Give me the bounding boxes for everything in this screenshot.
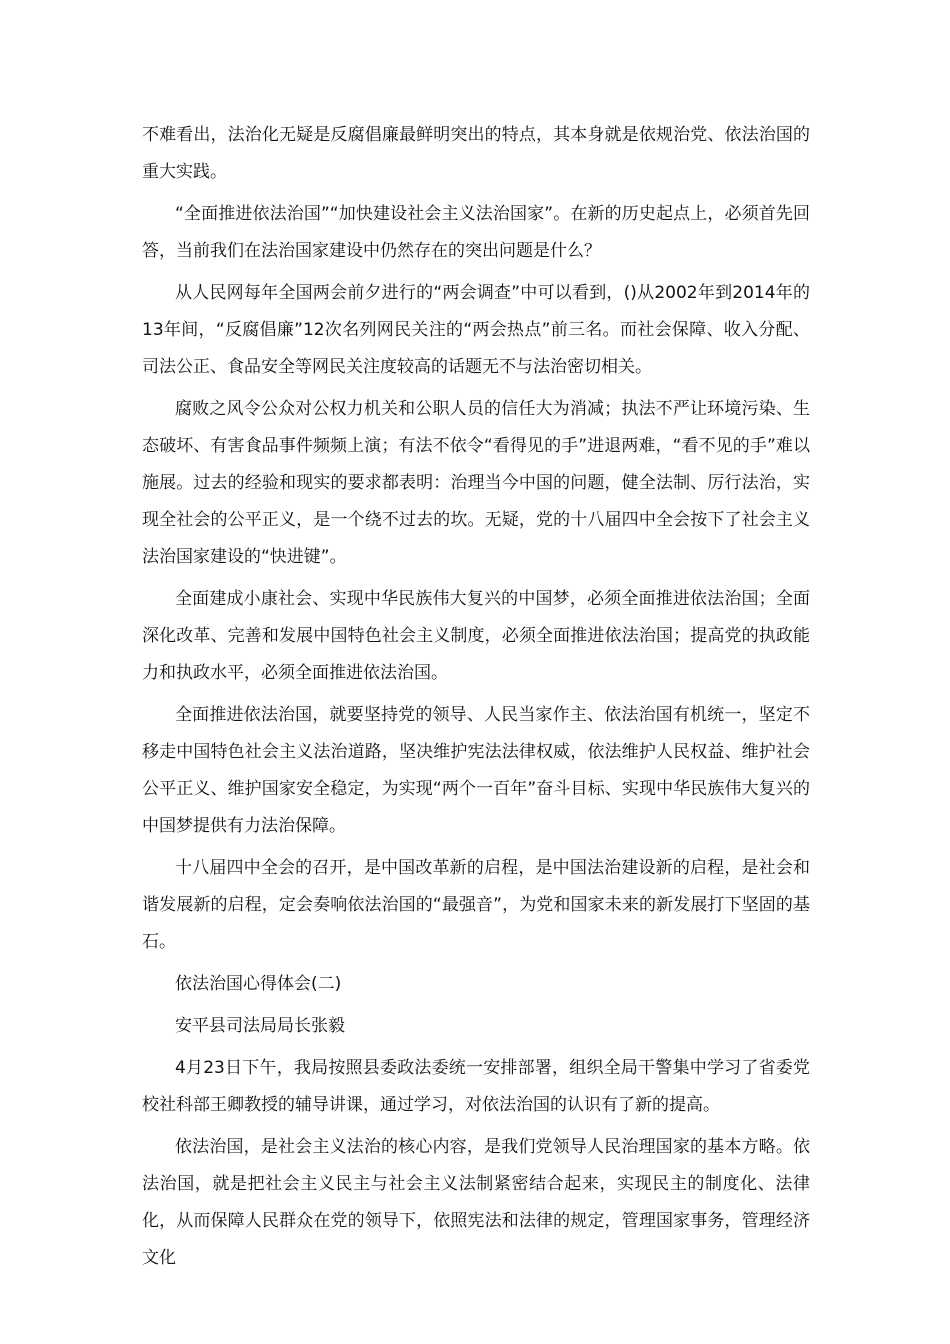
paragraph-question: “全面推进依法治国”“加快建设社会主义法治国家”。在新的历史起点上，必须首先回答，当前我们在法治国家建设中仍然存在的突出问题是什么？ — [142, 204, 810, 261]
section-heading: 依法治国心得体会(二) — [175, 974, 342, 994]
document-page — [142, 117, 810, 1282]
paragraph-path: 全面推进依法治国，就要坚持党的领导、人民当家作主、依法治国有机统一，坚定不移走中国特色社会主义法治道路，坚决维护宪法法律权威，依法维护人民权益、维护社会公平正义、维护国家安全稳定，为实现“两个一百年”奋斗目标、实现中华民族伟大复兴的中国梦提供有力法治保障。 — [142, 705, 810, 836]
author-line: 安平县司法局局长张毅 — [175, 1016, 345, 1036]
paragraph-survey: 从人民网每年全国两会前夕进行的“两会调查”中可以看到，()从2002年到2014年的13年间，“反腐倡廉”12次名列网民关注的“两会热点”前三名。而社会保障、收入分配、司法公正、食品安全等网民关注度较高的话题无不与法治密切相关。 — [142, 283, 810, 377]
paragraph-study-session: 4月23日下午，我局按照县委政法委统一安排部署，组织全局干警集中学习了省委党校社科部王卿教授的辅导讲课，通过学习，对依法治国的认识有了新的提高。 — [142, 1058, 810, 1115]
paragraph-conclusion: 不难看出，法治化无疑是反腐倡廉最鲜明突出的特点，其本身就是依规治党、依法治国的重大实践。 — [142, 125, 810, 182]
paragraph-problems: 腐败之风令公众对公权力机关和公职人员的信任大为消减；执法不严让环境污染、生态破坏、有害食品事件频频上演；有法不依令“看得见的手”进退两难，“看不见的手”难以施展。过去的经验和现实的要求都表明：治理当今中国的问题，健全法制、厉行法治，实现全社会的公平正义，是一个绕不过去的坎。无疑，党的十八届四中全会按下了社会主义法治国家建设的“快进键”。 — [142, 399, 810, 567]
paragraph-significance: 十八届四中全会的召开，是中国改革新的启程，是中国法治建设新的启程，是社会和谐发展新的启程，定会奏响依法治国的“最强音”，为党和国家未来的新发展打下坚固的基石。 — [142, 858, 810, 952]
paragraph-necessity: 全面建成小康社会、实现中华民族伟大复兴的中国梦，必须全面推进依法治国；全面深化改革、完善和发展中国特色社会主义制度，必须全面推进依法治国；提高党的执政能力和执政水平，必须全面推进依法治国。 — [142, 589, 810, 683]
paragraph-definition: 依法治国，是社会主义法治的核心内容，是我们党领导人民治理国家的基本方略。依法治国，就是把社会主义民主与社会主义法制紧密结合起来，实现民主的制度化、法律化，从而保障人民群众在党的领导下，依照宪法和法律的规定，管理国家事务，管理经济文化 — [142, 1137, 810, 1268]
